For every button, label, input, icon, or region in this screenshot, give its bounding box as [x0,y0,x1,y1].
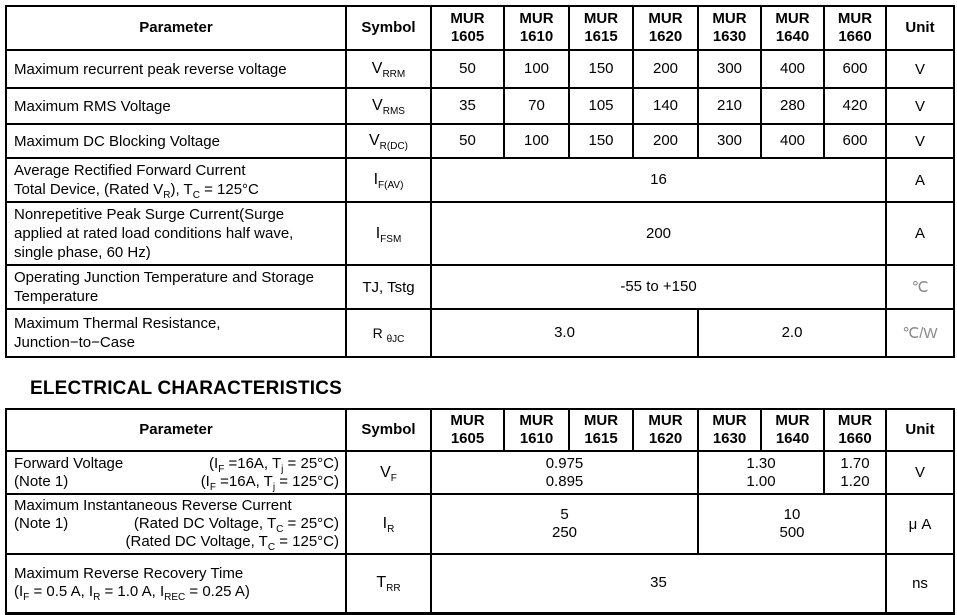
symbol-cell [346,158,431,202]
text-line: (Rated DC Voltage, $T_C = 125^\circ C$) [125,533,339,553]
value-cell-span: -55 to +150 [431,265,886,309]
value-cell: 200 [633,50,698,88]
text-line: 1615 [584,430,618,447]
unit-cell: V [886,124,954,158]
unit-cell: A [886,158,954,202]
text-line: Total Device, (Rated $V_R$), $T_C = 125^\circ C$ [14,181,259,201]
col-header-mur-1660 [824,6,886,50]
text-line: 1.30 [746,454,776,472]
unit-cell: ℃/W [886,309,954,357]
text-line: MUR [583,10,619,27]
symbol-base: V [380,463,391,481]
symbol-sub: RMS [382,106,405,118]
symbol-cell [346,88,431,124]
header-label: Parameter [139,421,213,438]
electrical-header-row [6,409,954,451]
maximum-ratings-table [5,5,955,358]
table-row [6,554,954,613]
value-cell-span [698,451,824,494]
text-line: Nonrepetitive Peak Surge Current(Surge [14,206,285,223]
text-line: Average Rectified Forward Current [14,162,246,179]
unit-cell: μ A [886,494,954,554]
value-cell: 50 [431,50,504,88]
table-row [6,494,954,554]
symbol-sub: R(DC) [379,141,408,153]
col-header-mur-1660 [824,409,886,451]
value-cell [824,451,886,494]
text-line: MUR [775,412,810,429]
value-cell: 105 [569,88,633,124]
value-cell-span [431,451,698,494]
col-header-mur-1640 [761,409,824,451]
table-row [6,50,954,88]
ratings-header-row [6,6,954,50]
text-line: MUR [712,10,747,27]
symbol-base: T [376,574,387,592]
text-line: MUR [648,412,683,429]
param-text: Forward Voltage [14,454,124,472]
text-line: 1630 [712,430,747,447]
value-cell: 300 [698,50,761,88]
param-cell [6,451,346,494]
text-line: 10 [783,506,801,523]
col-header-mur-1640 [761,6,824,50]
symbol-cell [346,124,431,158]
text-line: 500 [779,524,805,541]
electrical-characteristics-table [5,408,955,615]
col-header-unit [886,409,954,451]
param-cell [6,554,346,613]
text-line: 1640 [775,28,810,45]
text-line: 0.975 [545,454,584,472]
col-header-unit [886,6,954,50]
symbol-sub: θJC [386,333,405,345]
text-line: 1610 [519,28,554,45]
symbol-base: V [371,60,383,77]
text-line: Junction−to−Case [14,334,135,351]
symbol-cell [346,451,431,494]
text-line [14,473,339,491]
text-line [14,515,339,533]
text-line: single phase, 60 Hz) [14,244,151,261]
header-label: Symbol [361,19,416,36]
text-line: 250 [551,524,578,541]
text-line: 1630 [712,28,747,45]
table-row [6,124,954,158]
value-cell: 600 [824,50,886,88]
text-line: MUR [837,412,873,429]
condition-text: ($I_F =16A$, $T_j = 125^\circ C$) [200,472,339,493]
param-cell [6,202,346,265]
text-line: 1640 [775,430,810,447]
col-header-mur-1630 [698,409,761,451]
param-cell [6,124,346,158]
col-header-parameter [6,6,346,50]
table-row [6,265,954,309]
param-text: Maximum DC Blocking Voltage [14,132,220,150]
symbol-cell [346,50,431,88]
symbol-sub: F(AV) [378,180,404,192]
symbol-cell [346,202,431,265]
text-line: 1660 [838,28,872,45]
value-cell: 100 [504,50,569,88]
value-cell: 300 [698,124,761,158]
text-line: 1.20 [840,472,870,490]
text-line: MUR [450,412,485,429]
header-label: Parameter [139,19,213,36]
param-cell [6,158,346,202]
text-line: applied at rated load conditions half wave, [14,225,294,242]
col-header-mur-1610 [504,409,569,451]
col-header-mur-1605 [431,409,504,451]
text-line: 1605 [450,430,485,447]
text-line: Maximum Thermal Resistance, [14,315,221,332]
symbol-sub: RR [386,583,401,595]
text-line: 0.895 [545,472,584,490]
value-cell: 70 [504,88,569,124]
symbol-base: I [375,224,381,242]
text-line: 1610 [519,430,554,447]
note-text: (Note 1) [14,515,69,532]
value-cell: 400 [761,124,824,158]
text-line: MUR [648,10,683,27]
col-header-mur-1615 [569,409,633,451]
text-line: Maximum Reverse Recovery Time [14,565,244,583]
col-header-mur-1615 [569,6,633,50]
header-label: Unit [905,19,935,36]
symbol-sub: R [387,524,395,536]
value-cell-span: 3.0 [431,309,698,357]
unit-cell: V [886,451,954,494]
col-header-mur-1610 [504,6,569,50]
symbol-sub: FSM [380,233,402,245]
text-line: MUR [837,10,873,27]
value-cell-span: 200 [431,202,886,265]
col-header-mur-1630 [698,6,761,50]
value-cell-span: 2.0 [698,309,886,357]
value-cell: 420 [824,88,886,124]
unit-cell: ℃ [886,265,954,309]
col-header-mur-1620 [633,6,698,50]
text-line: 1660 [838,430,872,447]
param-cell [6,309,346,357]
col-header-mur-1605 [431,6,504,50]
text-line: 1620 [648,28,683,45]
text-line: Operating Junction Temperature and Storage [14,269,314,286]
param-text: Maximum RMS Voltage [14,97,171,115]
text-line: MUR [712,412,747,429]
col-header-symbol [346,6,431,50]
value-cell: 600 [824,124,886,158]
condition-text: (Rated DC Voltage, $T_C = 25^\circ C$) [133,515,339,535]
text-line: MUR [583,412,619,429]
header-label: Symbol [361,421,416,438]
param-cell [6,50,346,88]
col-header-symbol [346,409,431,451]
text-line: 1605 [450,28,485,45]
symbol-cell [346,554,431,613]
text-line: ($I_F = 0.5$ A, $I_R = 1.0$ A, $I_{REC} = 0.25$ A) [14,583,250,604]
col-header-mur-1620 [633,409,698,451]
text-line: 1.00 [746,472,776,490]
text-line: Maximum Instantaneous Reverse Current [14,497,292,514]
value-cell: 210 [698,88,761,124]
text-line [14,455,339,473]
symbol-cell [346,309,431,357]
param-text: Maximum recurrent peak reverse voltage [14,60,287,78]
table-row [6,158,954,202]
param-cell [6,265,346,309]
value-cell: 280 [761,88,824,124]
value-cell: 200 [633,124,698,158]
symbol-cell [346,494,431,554]
param-cell [6,88,346,124]
text-line: MUR [450,10,485,27]
symbol-sub: F [390,472,397,484]
text-line: 1620 [648,430,683,447]
param-cell [6,494,346,554]
text-line: MUR [519,10,554,27]
text-line: 5 [560,506,569,523]
value-cell: 400 [761,50,824,88]
unit-cell: V [886,88,954,124]
value-cell: 50 [431,124,504,158]
value-cell-span [431,494,698,554]
value-cell-span [698,494,886,554]
text-line: MUR [519,412,554,429]
value-cell: 35 [431,88,504,124]
text-line: Temperature [14,288,99,305]
symbol-base: R [372,325,383,341]
value-cell-span: 35 [431,554,886,613]
text-line: 1615 [584,28,618,45]
value-cell: 150 [569,50,633,88]
table-row [6,88,954,124]
symbol-sub: RRM [382,69,406,81]
table-row [6,451,954,494]
symbol-base: I [382,515,388,532]
condition-text: ($I_F =16A$, $T_j = 25^\circ C$) [209,454,339,475]
text-line: MUR [775,10,810,27]
text-line: 1.70 [840,454,870,472]
value-cell-span: 16 [431,158,886,202]
note-text: (Note 1) [14,472,69,490]
symbol-cell: TJ, Tstg [346,265,431,309]
table-row [6,202,954,265]
electrical-characteristics-heading: ELECTRICAL CHARACTERISTICS [30,378,343,399]
header-label: Unit [905,421,935,438]
value-cell: 140 [633,88,698,124]
unit-cell: V [886,50,954,88]
unit-cell: A [886,202,954,265]
table-row [6,309,954,357]
symbol-base: I [373,171,379,188]
symbol-base: V [369,132,380,149]
unit-cell: ns [886,554,954,613]
symbol-base: V [372,97,383,114]
col-header-parameter [6,409,346,451]
value-cell: 150 [569,124,633,158]
value-cell: 100 [504,124,569,158]
